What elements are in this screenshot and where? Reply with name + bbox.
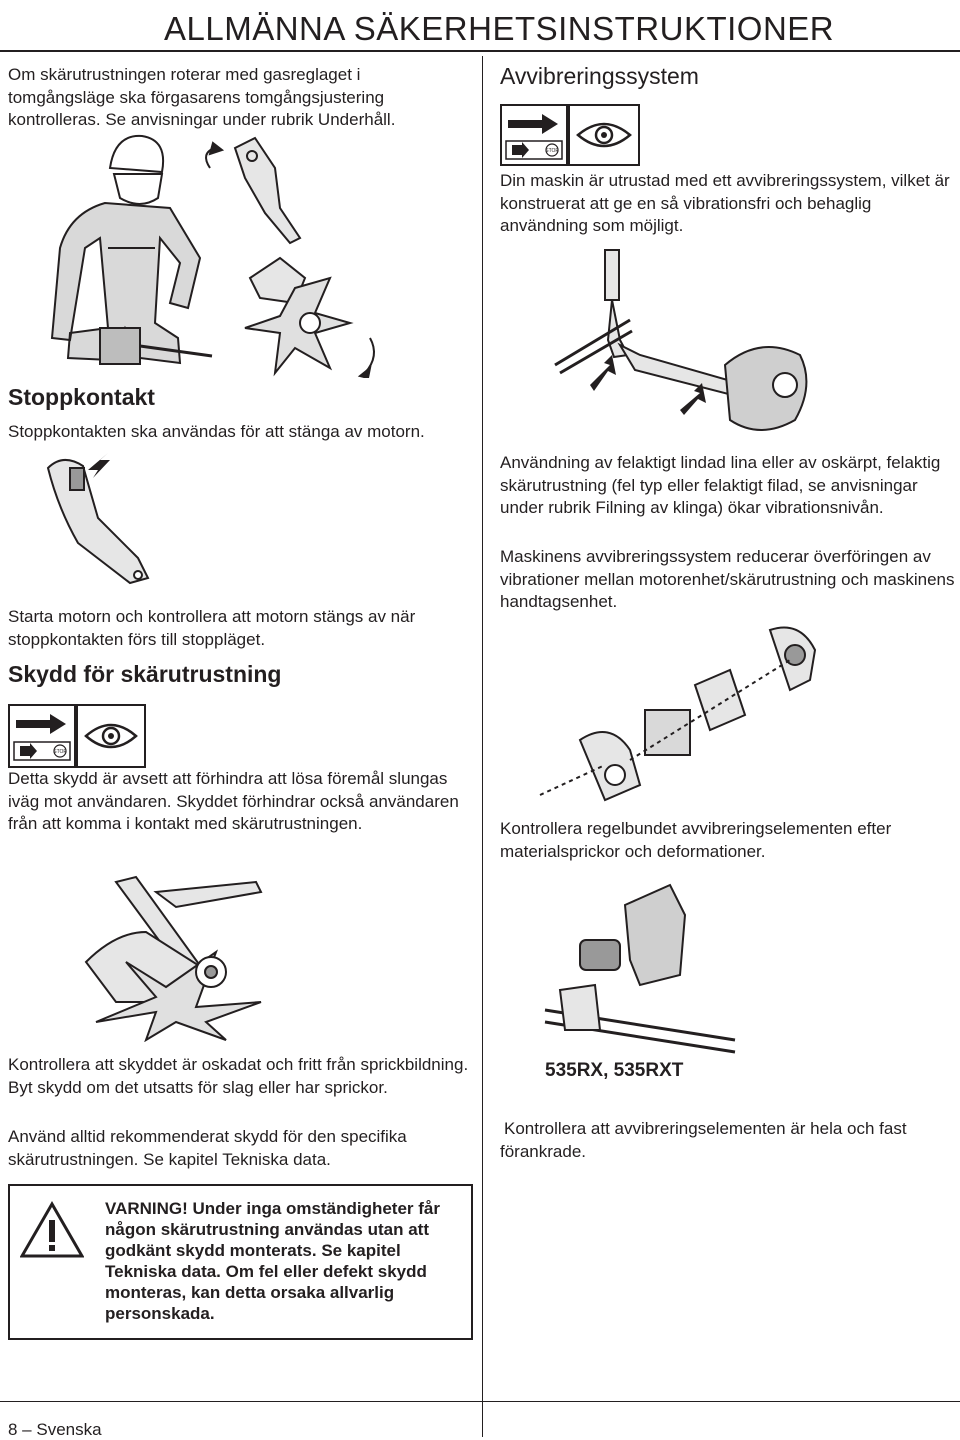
guard-text-3: Använd alltid rekommenderat skydd för den specifika skärutrustningen. Se kapitel Tekniska data.	[8, 1127, 407, 1169]
antivibration-text-4: Kontrollera regelbundet avvibreringselementen efter materialsprickor och deformationer.	[500, 819, 892, 861]
warning-triangle-icon	[20, 1200, 84, 1260]
warning-box	[8, 1184, 473, 1340]
guard-heading: Skydd för skärutrustning	[8, 661, 282, 687]
read-manual-icon-2	[500, 104, 568, 166]
operator-trimmer-illustration	[30, 128, 390, 378]
antivibration-text-3: Maskinens avvibreringssystem reducerar överföringen av vibrationer mellan motorenhet/skärutrustning och maskinens handtagsenhet.	[500, 547, 955, 611]
antivibration-text-5: Kontrollera att avvibreringselementen är hela och fast förankrade.	[500, 1119, 907, 1161]
antivibration-elements-illustration	[530, 620, 830, 810]
column-divider	[482, 56, 483, 1396]
stop-label-2: STOP	[545, 148, 559, 154]
stop-switch-handle-illustration	[38, 448, 188, 588]
model-label: 535RX, 535RXT	[545, 1060, 684, 1081]
page-number: 8 – Svenska	[8, 1420, 102, 1439]
antivibration-text-2: Användning av felaktigt lindad lina eller av oskärpt, felaktig skärutrustning (fel typ eller felaktigt filad, se anvisningar under rubrik Filning av klinga) ökar vibrationsnivån.	[500, 453, 941, 517]
stop-switch-heading: Stoppkontakt	[8, 384, 155, 410]
guard-text-1: Detta skydd är avsett att förhindra att lösa föremål slungas iväg mot användaren. Skyddet förhindrar också användaren från att komma i kontakt med skärutrustningen.	[8, 769, 459, 833]
stop-switch-text-2: Starta motorn och kontrollera att motorn stängs av när stoppkontakten förs till stoppläget.	[8, 607, 416, 649]
eye-protection-icon-2	[568, 104, 640, 166]
antivibration-text-1: Din maskin är utrustad med ett avvibreringssystem, vilket är konstruerat att ge en så vibrationsfri och behaglig användning som möjligt.	[500, 171, 950, 235]
guard-text-2: Kontrollera att skyddet är oskadat och fritt från sprickbildning. Byt skydd om det utsatts för slag eller har sprickor.	[8, 1055, 469, 1097]
page-header	[0, 6, 960, 50]
antivibration-535rx-illustration	[540, 880, 740, 1055]
intro-text: Om skärutrustningen roterar med gasreglaget i tomgångsläge ska förgasarens tomgångsjustering kontrolleras. Se anvisningar under rubrik Underhåll.	[8, 65, 396, 129]
warning-text: VARNING! Under inga omständigheter får någon skärutrustning användas utan att godkänt skydd monterats. Se kapitel Tekniska data. Om fel eller defekt skydd monteras, kan detta orsaka allvarlig personskada.	[105, 1199, 440, 1323]
read-manual-icon	[8, 704, 76, 768]
eye-protection-icon	[76, 704, 146, 768]
antivibration-heading: Avvibreringssystem	[500, 63, 699, 89]
header-divider	[0, 50, 960, 52]
footer-divider	[0, 1401, 960, 1402]
stop-label: STOP	[53, 749, 67, 755]
footer-tick	[482, 1395, 483, 1437]
stop-switch-text-1: Stoppkontakten ska användas för att stänga av motorn.	[8, 422, 425, 441]
page-title: ALLMÄNNA SÄKERHETSINSTRUKTIONER	[164, 10, 835, 47]
antivibration-trimmer-illustration	[550, 245, 850, 450]
guard-blade-illustration	[26, 872, 336, 1042]
